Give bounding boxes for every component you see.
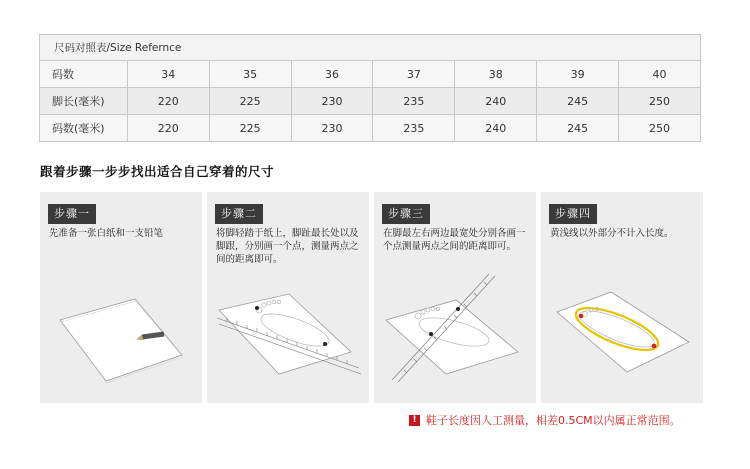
- toe-point: [255, 306, 259, 310]
- warning-icon: !: [409, 415, 420, 426]
- step-text: 先准备一张白纸和一支铅笔: [49, 228, 164, 239]
- table-cell: 240: [455, 115, 537, 142]
- size-table: [39, 34, 701, 142]
- table-cell: 35: [209, 61, 291, 88]
- table-cell: 40: [619, 61, 701, 88]
- row-label: 码数(毫米): [40, 115, 128, 142]
- table-cell: 250: [619, 115, 701, 142]
- step-tag: 步骤三: [382, 204, 430, 224]
- table-cell: 36: [291, 61, 373, 88]
- left-point: [429, 332, 433, 336]
- step-panel-2: [207, 192, 369, 403]
- footnote-text: 鞋子长度因人工测量，相差0.5CM以内属正常范围。: [426, 414, 681, 427]
- heel-mark: [652, 344, 657, 349]
- row-label: 脚长(毫米): [40, 88, 128, 115]
- step-tag: 步骤四: [549, 204, 597, 224]
- table-cell: 245: [537, 115, 619, 142]
- table-cell: 240: [455, 88, 537, 115]
- step-text: 在脚最左右两边最宽处分别各画一个点测量两点之间的距离即可。: [383, 228, 526, 252]
- table-cell: 250: [619, 88, 701, 115]
- table-cell: 225: [209, 88, 291, 115]
- table-cell: 37: [373, 61, 455, 88]
- row-label: 码数: [40, 61, 128, 88]
- table-title-row: [40, 35, 701, 61]
- table-cell: 220: [127, 88, 209, 115]
- step-tag: 步骤二: [215, 204, 263, 224]
- step-panel-4: [541, 192, 703, 403]
- step-text: 黄浅线以外部分不计入长度。: [550, 228, 674, 239]
- table-cell: 34: [127, 61, 209, 88]
- step-text: 将脚轻踏于纸上，脚趾最长处以及脚跟，分别画一个点，测量两点之间的距离即可。: [216, 228, 359, 265]
- heel-point: [323, 342, 327, 346]
- table-cell: 220: [127, 115, 209, 142]
- table-row: [40, 88, 701, 115]
- table-row: [40, 115, 701, 142]
- toe-mark: [579, 314, 584, 319]
- table-cell: 225: [209, 115, 291, 142]
- table-cell: 39: [537, 61, 619, 88]
- table-cell: 245: [537, 88, 619, 115]
- table-cell: 235: [373, 88, 455, 115]
- table-cell: 230: [291, 88, 373, 115]
- right-point: [456, 307, 460, 311]
- step-panel-3: [374, 192, 536, 403]
- table-cell: 230: [291, 115, 373, 142]
- table-row: [40, 61, 701, 88]
- table-cell: 235: [373, 115, 455, 142]
- step-panel-1: [40, 192, 202, 403]
- footnote: [409, 412, 681, 428]
- section-heading: 跟着步骤一步步找出适合自己穿着的尺寸: [40, 164, 275, 179]
- step-tag: 步骤一: [48, 204, 96, 224]
- table-title: 尺码对照表/Size Refernce: [40, 35, 701, 61]
- table-cell: 38: [455, 61, 537, 88]
